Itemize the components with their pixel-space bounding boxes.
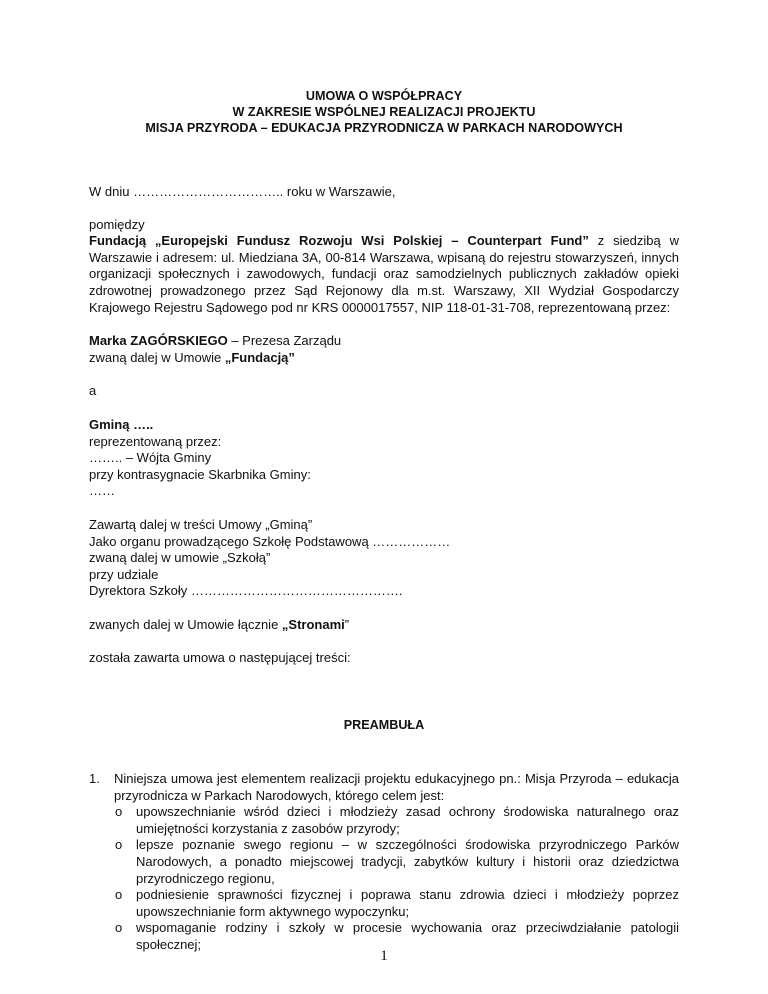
circle-bullet-icon: o (115, 837, 123, 853)
foundation-alias-name: „Fundacją” (224, 349, 295, 365)
school-line-1: Zawartą dalej w treści Umowy „Gminą” (89, 516, 313, 532)
title-line-2: W ZAKRESIE WSPÓLNEJ REALIZACJI PROJEKTU (232, 105, 536, 119)
foundation-representative (89, 333, 679, 350)
gmina-countersign-blank: …… (89, 483, 115, 499)
parties-name: „Stronami (281, 616, 345, 632)
school-line-4: przy udziale (89, 566, 159, 582)
list-item-text: Niniejsza umowa jest elementem realizacji projektu edukacyjnego pn.: Misja Przyroda – edukacja przyrodnicza w Parkach Narodowych, którego celem jest: (114, 771, 679, 803)
foundation-details: z siedzibą w Warszawie i adresem: ul. Miedziana 3A, 00-814 Warszawa, wpisaną do rejestru stowarzyszeń, innych organizacji społecznych i zawodowych, fundacji oraz samodzielnych publicznych zakładów opieki zdrowotnej prowadzonego przez Sąd Rejonowy dla m.st. Warszawy, XII Wydział Gospodarczy Krajowego Rejestru Sądowego pod nr KRS 0000017557, NIP 118-01-31-708, reprezentowaną przez: (89, 233, 679, 315)
title-line-1: UMOWA O WSPÓŁPRACY (305, 89, 463, 103)
gmina-countersign: przy kontrasygnacie Skarbnika Gminy: (89, 466, 311, 482)
foundation-alias-prefix: zwaną dalej w Umowie (89, 349, 225, 365)
date-line: W dniu …………………………….. roku w Warszawie, (89, 184, 396, 199)
representative-name: Marka ZAGÓRSKIEGO (89, 333, 228, 349)
foundation-paragraph (89, 233, 679, 316)
preamble-heading: PREAMBUŁA (343, 718, 425, 733)
between-label: pomiędzy (89, 216, 145, 232)
school-line-3: zwaną dalej w umowie „Szkołą” (89, 550, 271, 566)
sub-list-item (89, 837, 679, 887)
conjunction: a (89, 383, 97, 399)
school-line-2: Jako organu prowadzącego Szkołę Podstawową ……………… (89, 533, 451, 549)
sub-list-item-text: wspomaganie rodziny i szkoły w procesie wychowania oraz przeciwdziałanie patologii społecznej; (136, 920, 679, 952)
sub-list-item-text: podniesienie sprawności fizycznej i poprawa stanu zdrowia dzieci i młodzieży poprzez upowszechnianie form aktywnego wypoczynku; (136, 887, 679, 919)
gmina-name (89, 417, 679, 434)
circle-bullet-icon: o (115, 920, 123, 936)
school-line-5: Dyrektora Szkoły …………………………………………. (89, 583, 403, 599)
document-body (89, 88, 679, 954)
circle-bullet-icon: o (115, 804, 123, 820)
sub-list-item-text: lepsze poznanie swego regionu – w szczególności środowiska przyrodniczego Parków Narodowych, a ponadto miejscowej tradycji, zabytków kultury i historii oraz dziedzictwa przyrodniczego regionu, (136, 837, 679, 886)
sub-list-item (89, 804, 679, 837)
sub-list-item (89, 887, 679, 920)
page-number: 1 (380, 948, 388, 964)
foundation-name: Fundacją „Europejski Fundusz Rozwoju Wsi Polskiej – Counterpart Fund” (89, 233, 589, 249)
parties-suffix: ” (344, 616, 350, 632)
parties-prefix: zwanych dalej w Umowie łącznie (89, 616, 282, 632)
title-line-3: MISJA PRZYRODA – EDUKACJA PRZYRODNICZA W PARKACH NARODOWYCH (145, 121, 623, 135)
list-item (89, 771, 679, 804)
gmina-wojt: …….. – Wójta Gminy (89, 450, 212, 466)
gmina-represented-by: reprezentowaną przez: (89, 433, 222, 449)
preamble-list (89, 771, 679, 954)
circle-bullet-icon: o (115, 887, 123, 903)
parties-line (89, 617, 679, 634)
concluded-line: została zawarta umowa o następującej treści: (89, 650, 351, 666)
representative-role: – Prezesa Zarządu (227, 333, 342, 349)
list-item-number: 1. (89, 771, 100, 787)
gmina-name-bold: Gminą ….. (89, 416, 154, 432)
foundation-alias (89, 350, 679, 367)
document-title (89, 88, 679, 136)
sub-list-item-text: upowszechnianie wśród dzieci i młodzieży zasad ochrony środowiska naturalnego oraz umiejętności korzystania z zasobów przyrody; (136, 804, 679, 836)
